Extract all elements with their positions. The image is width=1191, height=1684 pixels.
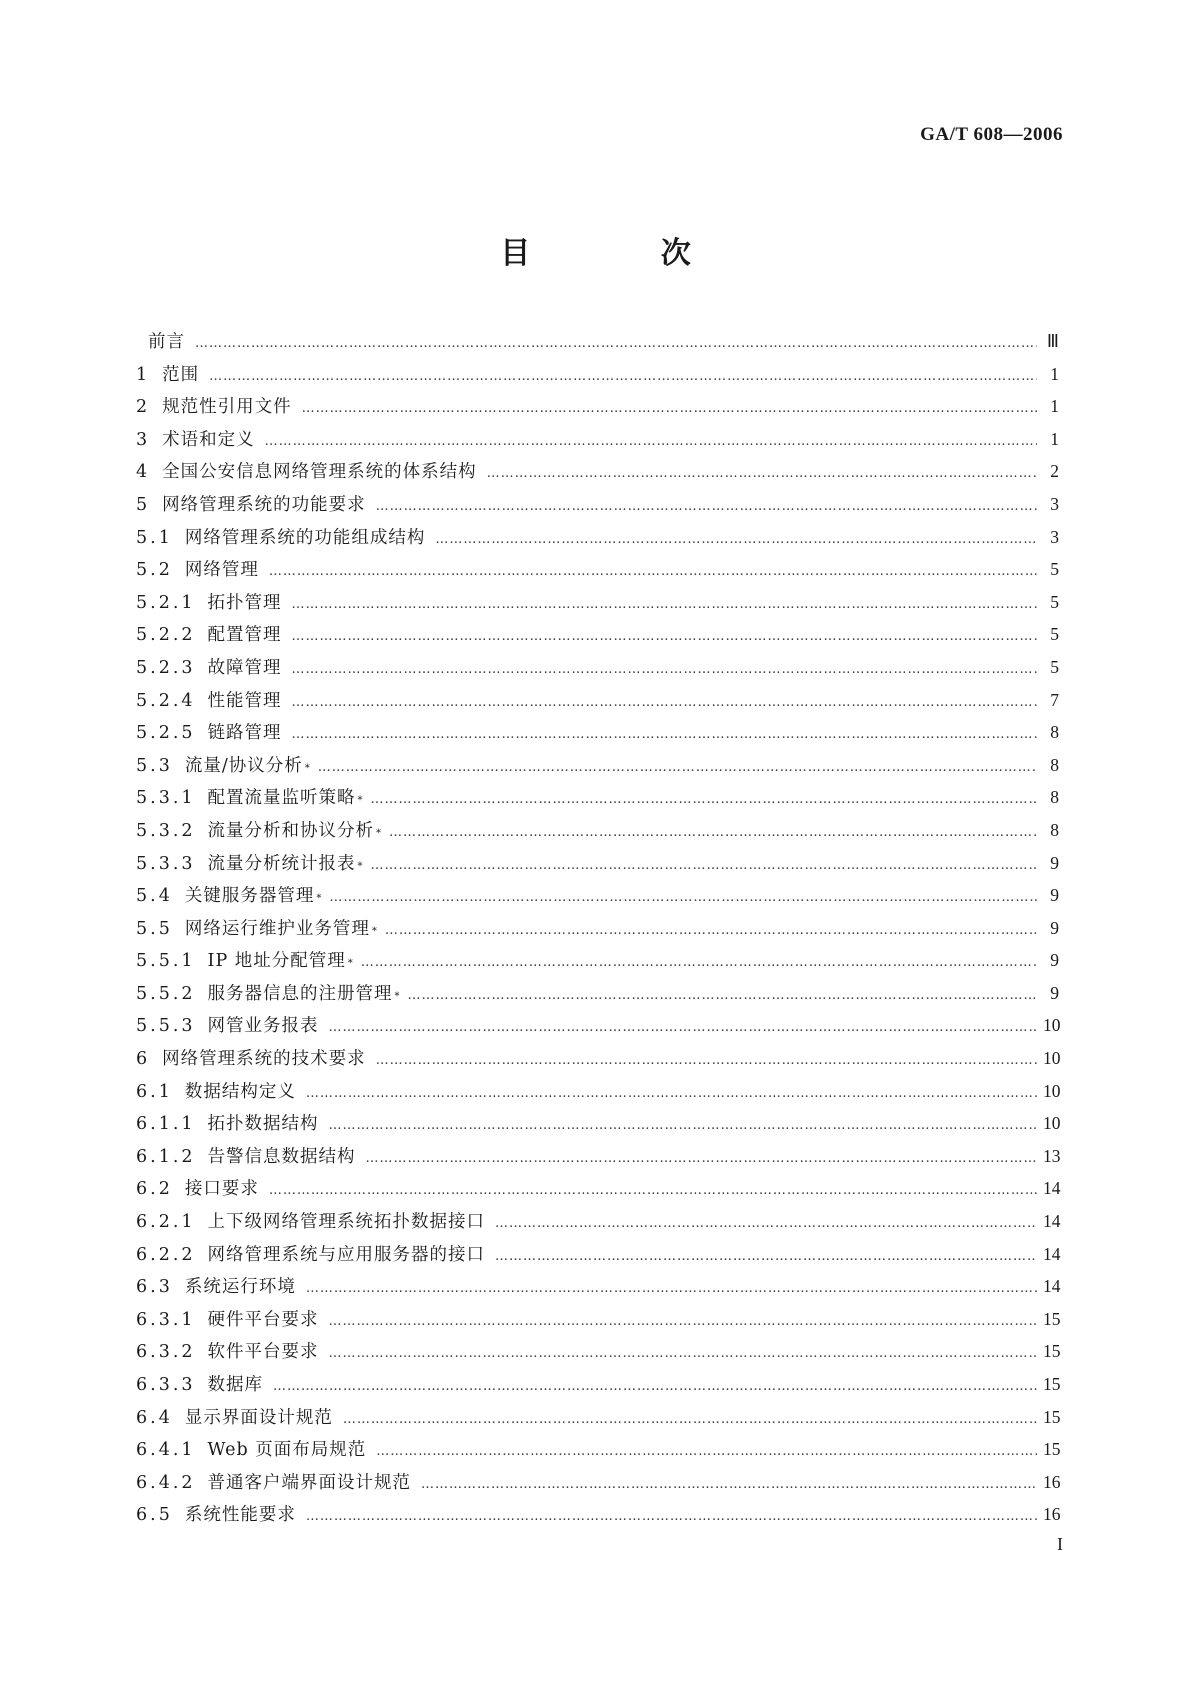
toc-entry[interactable]: 5.5 网络运行维护业务管理 * ……………………………………………………………………………………………………………………………………………………………………………… 9 xyxy=(136,912,1059,945)
toc-entry-number: 6.4.1 xyxy=(136,1440,196,1461)
toc-entry-title: 系统运行环境 xyxy=(184,1277,296,1298)
toc-entry-page: 8 xyxy=(1050,722,1059,743)
toc-entry-title: 上下级网络管理系统拓扑数据接口 xyxy=(207,1212,486,1233)
toc-entry-page: 1 xyxy=(1050,363,1059,384)
toc-entry-page: 8 xyxy=(1050,787,1059,808)
toc-entry-page: 5 xyxy=(1050,559,1059,580)
toc-entry-title: 网管业务报表 xyxy=(207,1016,319,1037)
toc-entry-number: 6.3.3 xyxy=(136,1375,196,1395)
toc-entry[interactable]: 5.5.1 IP 地址分配管理 * ……………………………………………………………………………………………………………………………………………………………………………… 9 xyxy=(136,944,1059,977)
toc-entry[interactable]: 5.3.1 配置流量监听策略 * ……………………………………………………………………………………………………………………………………………………………………………… 8 xyxy=(136,781,1059,814)
toc-entry-number: 5.2.4 xyxy=(136,690,196,711)
toc-entry-number: 6.2.1 xyxy=(136,1212,196,1233)
toc-entry-page: 9 xyxy=(1050,852,1059,873)
toc-entry-page: 9 xyxy=(1050,982,1059,1003)
toc-entry-page: 16 xyxy=(1043,1471,1061,1492)
toc-entry-title: 接口要求 xyxy=(184,1179,259,1200)
toc-entry-number: 5.5.1 xyxy=(136,951,196,972)
toc-entry-page: 15 xyxy=(1043,1308,1061,1329)
toc-dot-leader xyxy=(371,784,1037,817)
toc-entry-number: 5.5 xyxy=(136,918,173,939)
toc-entry-title: 前言 xyxy=(148,332,185,352)
toc-entry-number: 6.1.1 xyxy=(136,1114,196,1135)
toc-entry[interactable] xyxy=(136,1498,1059,1531)
toc-entry-title: 软件平台要求 xyxy=(207,1342,319,1363)
toc-entry-number: 6.3.1 xyxy=(136,1309,196,1330)
standard-code: GA/T 608—2006 xyxy=(920,124,1063,145)
toc-dot-leader xyxy=(435,524,1037,557)
toc-entry[interactable] xyxy=(136,1107,1059,1140)
toc-dot-leader xyxy=(329,882,1037,915)
toc-entry-number: 4 xyxy=(136,462,151,483)
toc-entry[interactable]: 5.3.2 流量分析和协议分析 * ……………………………………………………………………………………………………………………………………………………………………………… 8 xyxy=(136,814,1059,847)
toc-entry[interactable] xyxy=(136,618,1059,651)
toc-entry[interactable] xyxy=(136,1466,1059,1499)
toc-entry-page: 14 xyxy=(1043,1178,1061,1199)
toc-entry[interactable] xyxy=(136,586,1059,619)
toc-entry[interactable] xyxy=(136,1140,1059,1173)
toc-entry-page: 5 xyxy=(1050,591,1059,612)
toc-entry-number: 6.2.2 xyxy=(136,1244,196,1265)
toc-entry[interactable] xyxy=(136,1238,1059,1271)
toc-dot-leader xyxy=(329,1338,1037,1371)
toc-entry-title: Web 页面布局规范 xyxy=(207,1440,367,1461)
toc-entry-title: 拓扑管理 xyxy=(207,592,282,613)
toc-entry[interactable]: 5.3.3 流量分析统计报表 * ……………………………………………………………………………………………………………………………………………………………………………… 9 xyxy=(136,847,1059,880)
toc-dot-leader xyxy=(495,1241,1037,1274)
toc-entry-title: 网络运行维护业务管理 xyxy=(184,918,370,939)
toc-entry-title: 流量分析和协议分析 xyxy=(207,820,375,841)
toc-dot-leader xyxy=(329,1012,1037,1045)
toc-entry-title: 拓扑数据结构 xyxy=(207,1114,319,1135)
toc-entry-page: 13 xyxy=(1043,1145,1061,1166)
toc-dot-leader xyxy=(361,947,1037,980)
toc-entry-title: IP 地址分配管理 xyxy=(207,951,346,972)
toc-entry-page: 16 xyxy=(1043,1504,1061,1525)
toc-entry-page: 10 xyxy=(1043,1113,1061,1134)
toc-entry-title: 全国公安信息网络管理系统的体系结构 xyxy=(162,462,477,483)
toc-entry-page: 15 xyxy=(1043,1406,1061,1427)
toc-dot-leader xyxy=(269,556,1037,589)
toc-dot-leader xyxy=(371,850,1037,883)
toc-dot-leader xyxy=(495,1208,1037,1241)
toc-entry-title: 网络管理系统与应用服务器的接口 xyxy=(207,1244,486,1265)
toc-entry-page: 2 xyxy=(1050,461,1059,482)
toc-entry-title: 性能管理 xyxy=(207,690,282,711)
toc-entry-page: 8 xyxy=(1050,819,1059,840)
toc-entry-title: 故障管理 xyxy=(207,657,282,678)
toc-entry[interactable] xyxy=(136,1335,1059,1368)
toc-entry[interactable]: 5.4 关键服务器管理 * ……………………………………………………………………………………………………………………………………………………………………………… 9 xyxy=(136,879,1059,912)
toc-entry-number: 2 xyxy=(136,397,151,418)
toc-entry-title: 系统性能要求 xyxy=(184,1505,296,1526)
toc-entry[interactable] xyxy=(136,1075,1059,1108)
toc-dot-leader xyxy=(366,1143,1037,1176)
toc-entry-title: 链路管理 xyxy=(207,723,282,744)
toc-entry[interactable] xyxy=(136,684,1059,717)
toc-entry-number: 1 xyxy=(136,364,151,385)
toc-entry-number: 5.2.2 xyxy=(136,625,196,646)
toc-entry-page: 8 xyxy=(1050,754,1059,775)
toc-entry-page: 9 xyxy=(1050,950,1059,971)
toc-entry[interactable] xyxy=(136,716,1059,749)
toc-entry[interactable] xyxy=(136,1172,1059,1205)
toc-entry[interactable] xyxy=(136,1401,1059,1434)
toc-entry-number: 6.1.2 xyxy=(136,1146,196,1167)
toc-entry-page: 14 xyxy=(1043,1276,1061,1297)
toc-dot-leader xyxy=(292,589,1037,622)
toc-entry-number: 6.2 xyxy=(136,1179,173,1200)
toc-dot-leader xyxy=(292,719,1037,752)
toc-dot-leader xyxy=(389,817,1037,850)
toc-entry-title: 流量分析统计报表 xyxy=(207,853,356,874)
toc-entry-number: 6.1 xyxy=(136,1081,173,1102)
toc-entry[interactable] xyxy=(136,1368,1059,1401)
toc-entry[interactable] xyxy=(136,488,1059,521)
toc-dot-leader xyxy=(376,491,1037,524)
toc-entry[interactable] xyxy=(136,423,1059,456)
toc-entry-page: 10 xyxy=(1043,1048,1061,1069)
toc-entry-number: 5.5.2 xyxy=(136,983,196,1004)
toc-dot-leader xyxy=(318,752,1037,785)
toc-dot-leader xyxy=(421,1469,1037,1502)
toc-dot-leader xyxy=(302,393,1037,426)
toc-entry-title: 硬件平台要求 xyxy=(207,1309,319,1330)
toc-entry-page: 5 xyxy=(1050,624,1059,645)
toc-entry-number: 6.3.2 xyxy=(136,1342,196,1363)
toc-entry-page: 1 xyxy=(1050,428,1059,449)
toc-entry[interactable]: 5.3 流量/协议分析 * ……………………………………………………………………………………………………………………………………………………………………………… 8 xyxy=(136,749,1059,782)
toc-entry-page: Ⅲ xyxy=(1046,331,1059,351)
toc-entry-number: 5.3.1 xyxy=(136,788,196,809)
toc-entry[interactable] xyxy=(136,1009,1059,1042)
toc-entry[interactable] xyxy=(136,325,1059,358)
toc-entry[interactable] xyxy=(136,455,1059,488)
toc-entry-page: 10 xyxy=(1043,1080,1061,1101)
toc-entry-title: 网络管理系统的技术要求 xyxy=(162,1049,366,1070)
toc-entry-page: 9 xyxy=(1050,885,1059,906)
toc-entry-page: 5 xyxy=(1050,656,1059,677)
toc-entry-page: 3 xyxy=(1050,493,1059,514)
toc-dot-leader xyxy=(292,621,1037,654)
toc-entry-page: 14 xyxy=(1043,1243,1061,1264)
toc-dot-leader xyxy=(376,1045,1037,1078)
toc-entry-number: 3 xyxy=(136,429,151,450)
toc-entry-number: 5.2.5 xyxy=(136,723,196,744)
toc-entry-page: 14 xyxy=(1043,1211,1061,1232)
toc-entry-number: 5.2.3 xyxy=(136,657,196,678)
toc-entry[interactable] xyxy=(136,1205,1059,1238)
toc-entry-number: 5.2 xyxy=(136,560,173,581)
toc-entry-page: 3 xyxy=(1050,526,1059,547)
toc-dot-leader xyxy=(195,328,1037,361)
toc-entry[interactable] xyxy=(136,1433,1059,1466)
toc-entry-title: 普通客户端界面设计规范 xyxy=(207,1472,412,1493)
toc-entry-number: 6.4.2 xyxy=(136,1472,196,1493)
toc-entry-title: 数据结构定义 xyxy=(184,1081,296,1102)
toc-entry-title: 关键服务器管理 xyxy=(184,886,315,907)
toc-entry-number: 6 xyxy=(136,1049,151,1070)
toc-dot-leader xyxy=(487,458,1037,491)
toc-entry-number: 5.3.2 xyxy=(136,820,196,841)
toc-dot-leader xyxy=(292,654,1037,687)
toc-entry-number: 6.5 xyxy=(136,1505,173,1526)
toc-entry-page: 7 xyxy=(1050,689,1059,710)
toc-entry-number: 5 xyxy=(136,494,151,515)
toc-entry[interactable]: 5.5.2 服务器信息的注册管理 * ……………………………………………………………………………………………………………………………………………………………………………… 9 xyxy=(136,977,1059,1010)
toc-entry-title: 告警信息数据结构 xyxy=(207,1146,356,1167)
toc-entry-page: 15 xyxy=(1043,1341,1061,1362)
toc-entry-title: 网络管理 xyxy=(184,560,259,581)
toc-entry-page: 1 xyxy=(1050,396,1059,417)
toc-entry-page: 9 xyxy=(1050,917,1059,938)
toc-entry-title: 配置管理 xyxy=(207,625,282,646)
toc-entry-page: 15 xyxy=(1043,1439,1061,1460)
toc-entry-number: 5.3.3 xyxy=(136,853,196,874)
toc-entry-number: 5.2.1 xyxy=(136,592,196,613)
toc-dot-leader xyxy=(306,1273,1037,1306)
toc-entry-page: 15 xyxy=(1043,1374,1061,1394)
toc-dot-leader xyxy=(209,361,1037,394)
toc-entry-number: 5.4 xyxy=(136,886,173,907)
page-title: 目 次 xyxy=(500,236,751,271)
toc-entry-title: 术语和定义 xyxy=(162,429,255,450)
toc-entry-number: 5.3 xyxy=(136,755,173,776)
table-of-contents xyxy=(136,325,1059,1531)
toc-entry-number: 6.4 xyxy=(136,1407,173,1428)
toc-entry-title: 流量/协议分析 xyxy=(184,755,303,776)
toc-entry[interactable] xyxy=(136,553,1059,586)
toc-entry-title: 服务器信息的注册管理 xyxy=(207,983,393,1004)
toc-dot-leader xyxy=(265,426,1037,459)
toc-entry-number: 5.1 xyxy=(136,527,173,548)
toc-dot-leader xyxy=(292,687,1037,720)
toc-dot-leader xyxy=(385,915,1037,948)
page-number: I xyxy=(1057,1534,1063,1554)
toc-dot-leader xyxy=(329,1110,1037,1143)
toc-entry[interactable] xyxy=(136,1270,1059,1303)
toc-entry-title: 显示界面设计规范 xyxy=(184,1407,333,1428)
toc-entry[interactable] xyxy=(136,1303,1059,1336)
toc-entry-title: 网络管理系统的功能要求 xyxy=(162,494,366,515)
toc-entry[interactable] xyxy=(136,651,1059,684)
toc-entry-title: 范围 xyxy=(162,364,200,385)
toc-dot-leader xyxy=(269,1175,1037,1208)
toc-dot-leader xyxy=(343,1404,1037,1437)
toc-entry-title: 规范性引用文件 xyxy=(162,397,292,418)
toc-dot-leader xyxy=(376,1436,1037,1469)
toc-entry-title: 数据库 xyxy=(207,1375,264,1395)
toc-entry-page: 10 xyxy=(1043,1015,1061,1036)
toc-entry-title: 网络管理系统的功能组成结构 xyxy=(184,527,426,548)
toc-entry[interactable] xyxy=(136,1042,1059,1075)
toc-dot-leader xyxy=(329,1306,1037,1339)
toc-entry[interactable] xyxy=(136,521,1059,554)
toc-dot-leader xyxy=(273,1371,1037,1404)
toc-dot-leader xyxy=(306,1501,1037,1534)
toc-entry[interactable] xyxy=(136,358,1059,391)
toc-entry-number: 5.5.3 xyxy=(136,1016,196,1037)
toc-dot-leader xyxy=(306,1078,1037,1111)
toc-dot-leader xyxy=(408,980,1037,1013)
toc-entry-number: 6.3 xyxy=(136,1277,173,1298)
toc-entry-title: 配置流量监听策略 xyxy=(207,788,356,809)
toc-entry[interactable] xyxy=(136,390,1059,423)
